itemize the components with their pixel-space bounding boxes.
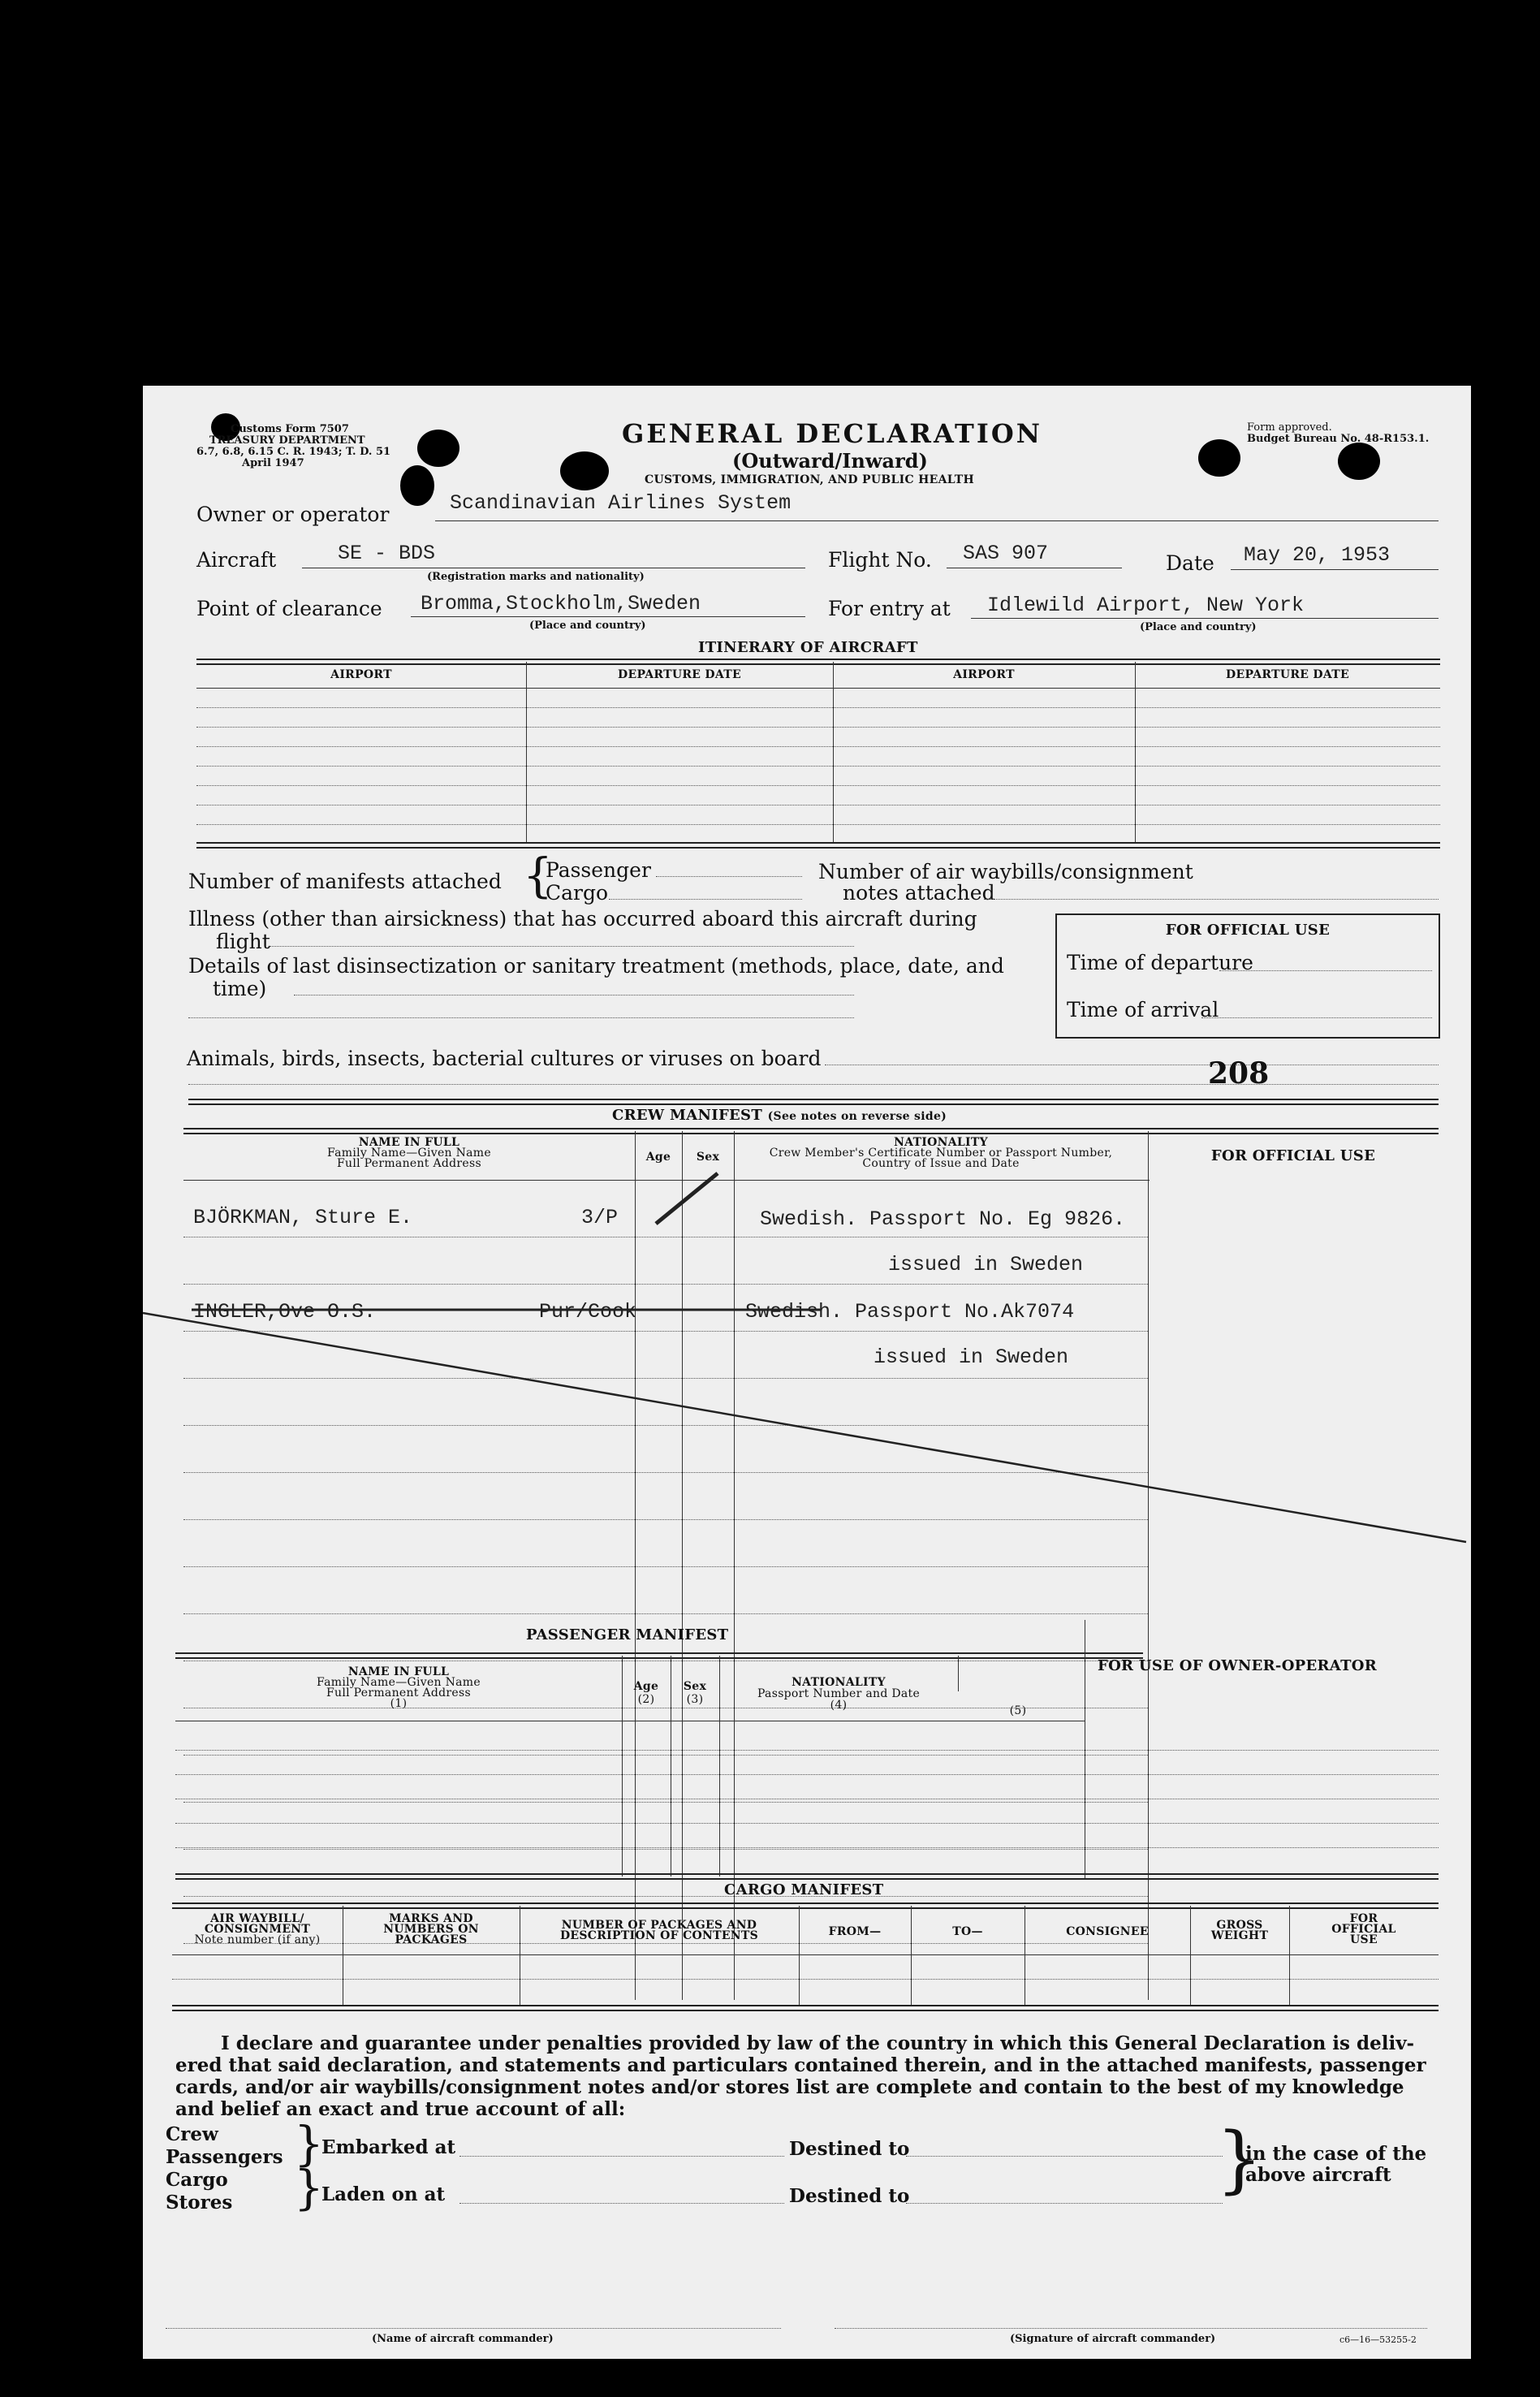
manifests-number-label: Number of manifests attached [188,870,502,893]
entry-caption: (Place and country) [1140,621,1257,633]
case-line-1: in the case of the [1245,2143,1427,2165]
crew-row-2-issued: issued in Sweden [874,1345,1069,1369]
stamp-number: 208 [1208,1056,1270,1091]
punch-hole [560,451,609,490]
animals-label: Animals, birds, insects, bacterial cultures or viruses on board [187,1047,822,1070]
time-departure-label: Time of departure [1067,951,1253,974]
approval-line: Form approved. [1247,421,1332,434]
owner-value: Scandinavian Airlines System [450,491,792,515]
entry-label: For entry at [828,597,951,620]
illness-line-2: flight [216,930,270,953]
aircraft-caption: (Registration marks and nationality) [427,571,645,583]
waybills-line-2: notes attached [843,881,995,905]
form-number: Customs Form 7507 [231,423,349,435]
punch-hole [1198,439,1240,477]
form-title: GENERAL DECLARATION [622,418,1042,449]
declaration-items: Crew Passengers Cargo Stores [166,2123,283,2213]
crew-col-official: FOR OFFICIAL USE [1210,1147,1376,1164]
declaration-text: I declare and guarantee under penalties provided by law of the country in which this General Declaration is deliv- ered that said declaration, and statements and particulars contained therein, and in the attached manifests, passenger cards, and/or air waybills/consignment notes and/or stores list are complete and contain to the best of my knowledge and belief an exact and true account of all: [175,2032,1426,2120]
time-arrival-label: Time of arrival [1067,998,1219,1021]
official-use-title: FOR OFFICIAL USE [1165,922,1331,939]
cargo-title: CARGO MANIFEST [724,1881,884,1898]
budget-line: Budget Bureau No. 48-R153.1. [1247,433,1430,445]
crew-row-2-name: INGLER,Ove O.S. [193,1300,377,1324]
punch-hole [1338,443,1380,480]
department-line: TREASURY DEPARTMENT [209,434,365,447]
passenger-col-nationality: NATIONALITY Passport Number and Date (4) [757,1676,921,1712]
punch-hole [417,430,459,467]
case-line-2: above aircraft [1245,2164,1391,2186]
crew-col-nationality: NATIONALITY Crew Member's Certificate Number or Passport Number, Country of Issue and Date [769,1136,1113,1170]
passenger-col-age: Age (2) [633,1680,659,1706]
crew-row-2-nationality: Swedish. Passport No.Ak7074 [745,1300,1075,1324]
crew-row-1-nationality: Swedish. Passport No. Eg 9826. [760,1207,1126,1231]
cargo-col-official: FOR OFFICIAL USE [1331,1912,1396,1946]
details-line-2: time) [213,977,267,1000]
crew-row-2-role: Pur/Cook [539,1300,637,1324]
items-brace-1: } [294,2116,324,2171]
aircraft-value: SE - BDS [338,542,436,565]
cargo-col-consignee: CONSIGNEE [1066,1925,1149,1938]
aircraft-label: Aircraft [196,548,277,572]
passenger-col-name: NAME IN FULL Family Name—Given Name Full Permanent Address (1) [317,1665,481,1710]
date-value: May 20, 1953 [1244,543,1391,567]
authorities-line: CUSTOMS, IMMIGRATION, AND PUBLIC HEALTH [645,473,974,486]
itinerary-col-departure-2: DEPARTURE DATE [1226,668,1349,681]
destined-label-1: Destined to [789,2138,910,2160]
itinerary-title: ITINERARY OF AIRCRAFT [698,639,918,656]
punch-hole [400,465,434,506]
crew-title: CREW MANIFEST (See notes on reverse side) [612,1107,947,1124]
crew-row-1-name: BJÖRKMAN, Sture E. [193,1206,413,1229]
case-brace: } [1216,2117,1263,2202]
form-subtitle: (Outward/Inward) [732,449,928,473]
cargo-col-weight: GROSS WEIGHT [1210,1919,1269,1942]
items-brace-2: } [294,2160,324,2215]
cargo-col-waybill: AIR WAYBILL/ CONSIGNMENT Note number (if any) [194,1912,321,1946]
owner-label: Owner or operator [196,503,390,526]
crew-col-age: Age [645,1151,671,1164]
cargo-col-to: TO— [952,1925,983,1938]
laden-label: Laden on at [321,2183,446,2205]
itinerary-col-airport-1: AIRPORT [330,668,392,681]
crew-row-1-role: 3/P [581,1206,619,1229]
cargo-col-packages: NUMBER OF PACKAGES AND DESCRIPTION OF CONTENTS [559,1919,759,1942]
flight-label: Flight No. [828,548,932,572]
date-label: Date [1166,551,1214,575]
crew-col-name: NAME IN FULL Family Name—Given Name Full Permanent Address [327,1136,491,1170]
passenger-col-sex: Sex (3) [683,1680,707,1706]
clearance-caption: (Place and country) [529,620,646,632]
details-line-1: Details of last disinsectization or sanitary treatment (methods, place, date, and [188,954,1004,978]
print-code: c6—16—53255-2 [1339,2334,1417,2345]
manifests-passenger-label: Passenger [546,858,651,882]
entry-value: Idlewild Airport, New York [987,594,1305,617]
embarked-label: Embarked at [321,2136,456,2158]
owner-operator-use: FOR USE OF OWNER-OPERATOR [1098,1657,1377,1674]
cargo-col-from: FROM— [828,1925,882,1938]
clearance-value: Bromma,Stockholm,Sweden [421,592,701,615]
regulation-line: 6.7, 6.8, 6.15 C. R. 1943; T. D. 51 [196,446,391,458]
passenger-col-5: (5) [1009,1704,1027,1717]
clearance-label: Point of clearance [196,597,382,620]
general-declaration-form [143,386,1471,2359]
form-date: April 1947 [242,457,304,469]
manifests-brace: { [523,848,553,903]
crew-col-sex: Sex [696,1151,720,1164]
crew-note: (See notes on reverse side) [767,1110,947,1123]
illness-line-1: Illness (other than airsickness) that has occurred aboard this aircraft during [188,907,977,931]
crew-row-1-issued: issued in Sweden [888,1253,1084,1276]
cargo-col-marks: MARKS AND NUMBERS ON PACKAGES [383,1912,479,1946]
flight-value: SAS 907 [963,542,1049,565]
waybills-line-1: Number of air waybills/consignment [818,860,1193,883]
destined-label-2: Destined to [789,2185,910,2207]
itinerary-col-airport-2: AIRPORT [953,668,1015,681]
passenger-title: PASSENGER MANIFEST [526,1626,729,1643]
commander-name-caption: (Name of aircraft commander) [372,2333,554,2345]
commander-signature-caption: (Signature of aircraft commander) [1010,2333,1216,2345]
itinerary-col-departure-1: DEPARTURE DATE [618,668,741,681]
manifests-cargo-label: Cargo [546,881,609,905]
